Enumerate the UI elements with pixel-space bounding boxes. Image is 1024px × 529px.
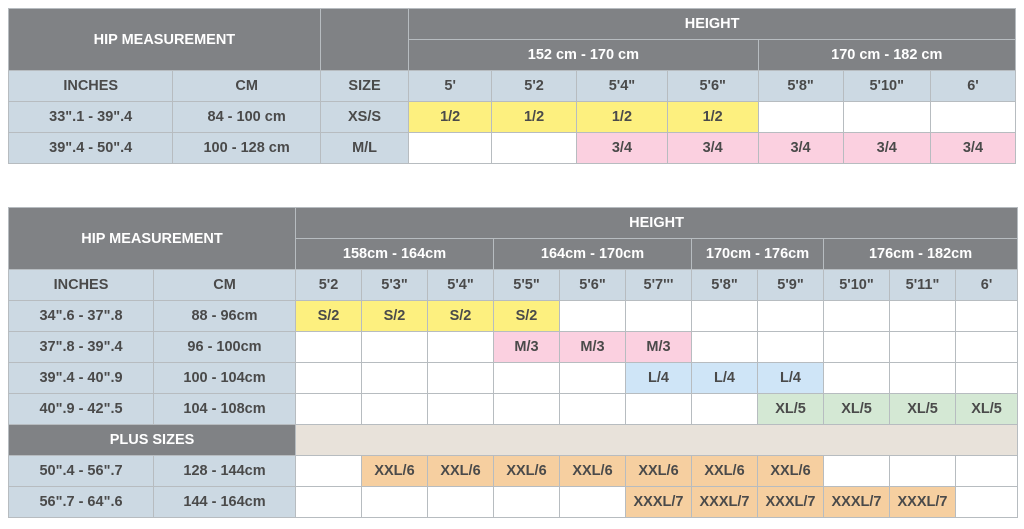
row-cm: 96 - 100cm [154, 332, 296, 363]
column-header: SIZE [320, 71, 408, 102]
size-cell [296, 394, 362, 425]
size-cell [428, 487, 494, 518]
size-cell: XL/5 [824, 394, 890, 425]
height-column-header: 5'8" [758, 71, 843, 102]
table-two-header-row-1 [9, 208, 1018, 239]
size-cell: XXL/6 [560, 456, 626, 487]
size-cell [296, 363, 362, 394]
table-one-header-row-1 [9, 9, 1016, 40]
height-header: HEIGHT [409, 9, 1016, 40]
size-cell: XXL/6 [626, 456, 692, 487]
size-chart-table-one [8, 8, 1016, 164]
size-cell [824, 456, 890, 487]
height-column-header: 5' [409, 71, 492, 102]
size-cell [362, 332, 428, 363]
size-cell: 1/2 [492, 102, 577, 133]
table-row [9, 301, 1018, 332]
height-column-header: 5'6" [667, 71, 758, 102]
size-cell [843, 102, 930, 133]
size-cell: 3/4 [843, 133, 930, 164]
size-cell: XXL/6 [758, 456, 824, 487]
size-cell [890, 332, 956, 363]
size-cell [626, 394, 692, 425]
row-cm: 144 - 164cm [154, 487, 296, 518]
size-cell [494, 363, 560, 394]
column-header: INCHES [9, 270, 154, 301]
size-cell [956, 301, 1018, 332]
table-row [9, 394, 1018, 425]
height-group-label: 164cm - 170cm [494, 239, 692, 270]
row-inches: 56".7 - 64".6 [9, 487, 154, 518]
size-cell: L/4 [692, 363, 758, 394]
height-header: HEIGHT [296, 208, 1018, 239]
size-cell [930, 102, 1015, 133]
size-cell: 1/2 [577, 102, 668, 133]
size-cell: 3/4 [758, 133, 843, 164]
size-cell [560, 394, 626, 425]
size-cell [362, 487, 428, 518]
size-cell [296, 456, 362, 487]
size-cell [494, 394, 560, 425]
height-column-header: 5'2 [296, 270, 362, 301]
row-cm: 88 - 96cm [154, 301, 296, 332]
size-cell [956, 487, 1018, 518]
size-cell [758, 332, 824, 363]
size-cell: 1/2 [409, 102, 492, 133]
size-cell: M/3 [560, 332, 626, 363]
size-cell [362, 394, 428, 425]
height-column-header: 5'4" [577, 71, 668, 102]
size-cell [890, 363, 956, 394]
row-inches: 37".8 - 39".4 [9, 332, 154, 363]
size-cell [956, 456, 1018, 487]
row-inches: 34".6 - 37".8 [9, 301, 154, 332]
size-cell: L/4 [626, 363, 692, 394]
size-cell: XL/5 [890, 394, 956, 425]
size-cell: XL/5 [758, 394, 824, 425]
size-cell [626, 301, 692, 332]
size-cell: XXL/6 [362, 456, 428, 487]
size-cell: M/3 [494, 332, 560, 363]
size-cell [560, 301, 626, 332]
size-cell: XXXL/7 [758, 487, 824, 518]
size-cell [428, 363, 494, 394]
table-two-body [9, 208, 1018, 518]
row-cm: 100 - 128 cm [173, 133, 320, 164]
row-inches: 50".4 - 56".7 [9, 456, 154, 487]
size-cell: XXXL/7 [692, 487, 758, 518]
height-column-header: 5'6" [560, 270, 626, 301]
table-row [9, 133, 1016, 164]
size-cell [758, 102, 843, 133]
size-cell [560, 487, 626, 518]
height-column-header: 5'10" [824, 270, 890, 301]
size-cell: M/3 [626, 332, 692, 363]
height-column-header: 6' [930, 71, 1015, 102]
table-one-column-header-row [9, 71, 1016, 102]
size-cell [758, 301, 824, 332]
row-inches: 39".4 - 50".4 [9, 133, 173, 164]
size-cell [890, 301, 956, 332]
table-row [9, 487, 1018, 518]
size-cell [956, 332, 1018, 363]
height-column-header: 5'2 [492, 71, 577, 102]
height-group-label: 170cm - 176cm [692, 239, 824, 270]
size-cell [409, 133, 492, 164]
size-chart-table-two [8, 207, 1018, 518]
plus-sizes-band [296, 425, 1018, 456]
height-group-label: 152 cm - 170 cm [409, 40, 758, 71]
table-row [9, 102, 1016, 133]
size-cell [492, 133, 577, 164]
column-header: CM [173, 71, 320, 102]
column-header: INCHES [9, 71, 173, 102]
size-cell: S/2 [428, 301, 494, 332]
size-cell: 1/2 [667, 102, 758, 133]
size-cell [692, 332, 758, 363]
height-group-label: 176cm - 182cm [824, 239, 1018, 270]
row-cm: 84 - 100 cm [173, 102, 320, 133]
row-inches: 33".1 - 39".4 [9, 102, 173, 133]
size-header-spacer [320, 9, 408, 71]
plus-sizes-divider-row [9, 425, 1018, 456]
size-cell [890, 456, 956, 487]
table-one-body [9, 9, 1016, 164]
table-two-column-header-row [9, 270, 1018, 301]
size-cell [560, 363, 626, 394]
size-cell [494, 487, 560, 518]
height-column-header: 5'3" [362, 270, 428, 301]
height-column-header: 6' [956, 270, 1018, 301]
size-cell: XXXL/7 [890, 487, 956, 518]
height-column-header: 5'8" [692, 270, 758, 301]
height-column-header: 5'10" [843, 71, 930, 102]
height-column-header: 5'5" [494, 270, 560, 301]
size-cell: 3/4 [667, 133, 758, 164]
size-cell [956, 363, 1018, 394]
plus-sizes-label: PLUS SIZES [9, 425, 296, 456]
row-inches: 40".9 - 42".5 [9, 394, 154, 425]
size-cell: XXL/6 [692, 456, 758, 487]
table-row [9, 332, 1018, 363]
size-cell [362, 363, 428, 394]
hip-measurement-header: HIP MEASUREMENT [9, 9, 321, 71]
row-size: M/L [320, 133, 408, 164]
size-cell [428, 332, 494, 363]
height-column-header: 5'9" [758, 270, 824, 301]
size-cell [824, 332, 890, 363]
size-cell: XXL/6 [428, 456, 494, 487]
height-group-label: 158cm - 164cm [296, 239, 494, 270]
size-cell: S/2 [296, 301, 362, 332]
row-inches: 39".4 - 40".9 [9, 363, 154, 394]
row-size: XS/S [320, 102, 408, 133]
height-group-label: 170 cm - 182 cm [758, 40, 1015, 71]
size-cell [296, 487, 362, 518]
size-cell: XXXL/7 [626, 487, 692, 518]
row-cm: 104 - 108cm [154, 394, 296, 425]
table-row [9, 456, 1018, 487]
column-header: CM [154, 270, 296, 301]
size-cell [824, 363, 890, 394]
size-cell: S/2 [494, 301, 560, 332]
row-cm: 128 - 144cm [154, 456, 296, 487]
size-cell: L/4 [758, 363, 824, 394]
size-cell [692, 394, 758, 425]
size-cell: XL/5 [956, 394, 1018, 425]
size-cell: 3/4 [577, 133, 668, 164]
row-cm: 100 - 104cm [154, 363, 296, 394]
height-column-header: 5'11" [890, 270, 956, 301]
height-column-header: 5'7''' [626, 270, 692, 301]
height-column-header: 5'4" [428, 270, 494, 301]
size-cell: S/2 [362, 301, 428, 332]
hip-measurement-header: HIP MEASUREMENT [9, 208, 296, 270]
size-cell [824, 301, 890, 332]
size-cell: XXXL/7 [824, 487, 890, 518]
size-cell: XXL/6 [494, 456, 560, 487]
size-cell [692, 301, 758, 332]
size-cell [428, 394, 494, 425]
size-cell: 3/4 [930, 133, 1015, 164]
size-cell [296, 332, 362, 363]
table-row [9, 363, 1018, 394]
